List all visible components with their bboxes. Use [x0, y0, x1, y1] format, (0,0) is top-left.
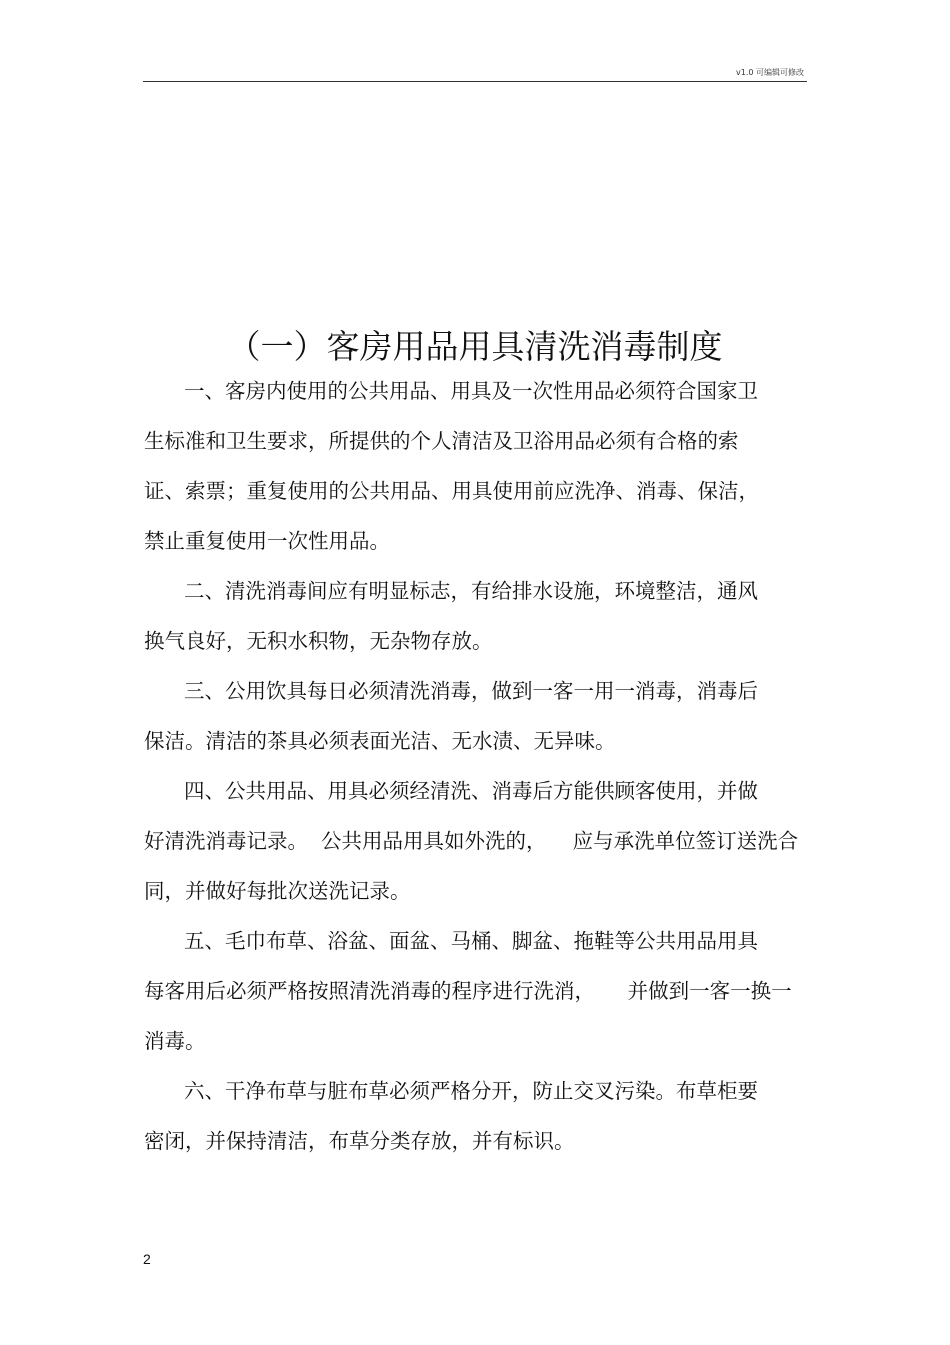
paragraph-5 — [144, 916, 792, 1066]
paragraph-line: 保洁。清洁的茶具必须表面光洁、无水渍、无异味。 — [144, 729, 616, 753]
paragraph-3 — [144, 666, 784, 766]
page-number: 2 — [143, 1251, 151, 1267]
paragraph-line: 消毒。 — [144, 1029, 206, 1053]
paragraph-line: 六、干净布草与脏布草必须严格分开，防止交叉污染。布草柜要 — [184, 1079, 758, 1103]
paragraph-4 — [144, 766, 799, 916]
paragraph-2 — [144, 566, 784, 666]
paragraph-6 — [144, 1066, 784, 1166]
paragraph-1 — [144, 366, 784, 566]
paragraph-line: 五、毛巾布草、浴盆、面盆、马桶、脚盆、拖鞋等公共用品用具 — [184, 929, 758, 953]
paragraph-line: 每客用后必须严格按照清洗消毒的程序进行洗消， 并做到一客一换一 — [144, 979, 792, 1003]
paragraph-line: 四、公共用品、用具必须经清洗、消毒后方能供顾客使用，并做 — [184, 779, 758, 803]
paragraph-line: 一、客房内使用的公共用品、用具及一次性用品必须符合国家卫 — [184, 379, 758, 403]
header-divider — [143, 81, 807, 82]
paragraph-line: 三、公用饮具每日必须清洗消毒，做到一客一用一消毒，消毒后 — [184, 679, 758, 703]
paragraph-line: 密闭，并保持清洁，布草分类存放，并有标识。 — [144, 1129, 575, 1153]
paragraph-line: 生标准和卫生要求，所提供的个人清洁及卫浴用品必须有合格的索 — [144, 429, 739, 453]
paragraph-line: 禁止重复使用一次性用品。 — [144, 529, 390, 553]
document-title: （一）客房用品用具清洗消毒制度 — [227, 327, 723, 366]
paragraph-line: 好清洗消毒记录。 公共用品用具如外洗的， 应与承洗单位签订送洗合 — [144, 829, 799, 853]
document-body — [144, 366, 799, 1166]
paragraph-line: 证、索票；重复使用的公共用品、用具使用前应洗净、消毒、保洁， — [144, 479, 759, 503]
header-version-label: v1.0 可编辑可修改 — [736, 68, 804, 77]
paragraph-line: 二、清洗消毒间应有明显标志，有给排水设施，环境整洁，通风 — [184, 579, 758, 603]
paragraph-line: 换气良好，无积水积物，无杂物存放。 — [144, 629, 493, 653]
paragraph-line: 同，并做好每批次送洗记录。 — [144, 879, 411, 903]
